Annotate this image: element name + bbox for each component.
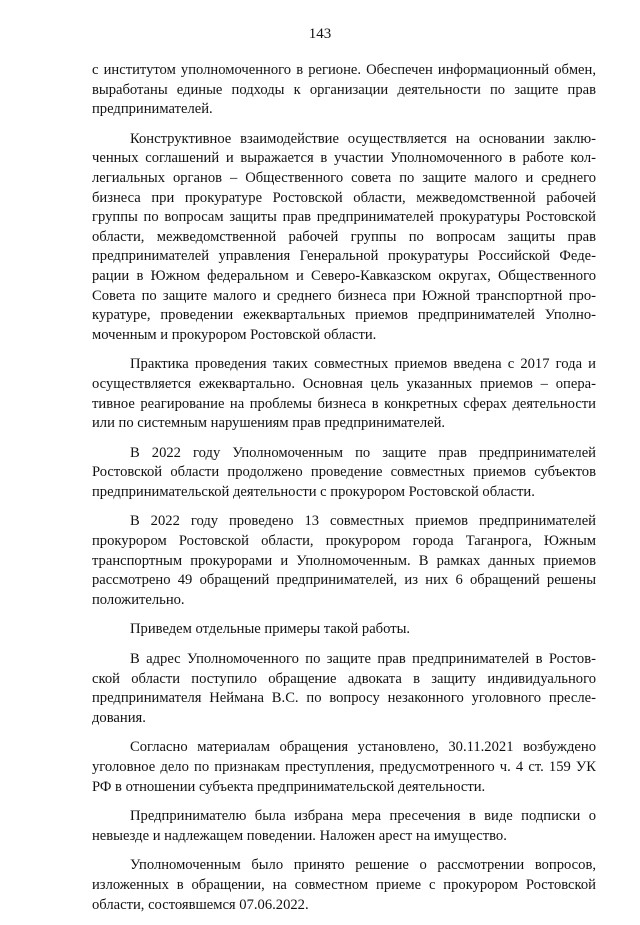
paragraph-joint-receptions-practice: Практика проведения таких совместных приемов введена с 2017 года и осуществляется ежеквартально. Основная цель указанных приемов – оперативное реагирование на проблемы бизнеса в конкретных сферах деятельности или по системным нарушениям прав предпринимателей. bbox=[92, 356, 596, 432]
paragraph-criminal-case: Согласно материалам обращения установлено, 30.11.2021 возбуждено уголовное дело по признакам преступления, предусмотренного ч. 4 ст. 159 УК РФ в отношении субъекта предпринимательской деятельности. bbox=[92, 739, 596, 795]
paragraph-appeal: В адрес Уполномоченного по защите прав предпринимателей в Ростовской области поступило обращение адвоката в защиту индивидуального предпринимателя Неймана В.С. по вопросу незаконного уголовного преследования. bbox=[92, 651, 596, 726]
page-number: 143 bbox=[308, 26, 332, 42]
paragraph-2022-statistics: В 2022 году проведено 13 совместных приемов предпринимателей прокурором Ростовской области, прокурором города Таганрога, Южным транспортным прокурорами и Уполномоченным. В рамках данных приемов рассмотрено 49 обращений предпринимателей, из них 6 обращений решены положительно. bbox=[92, 513, 596, 608]
paragraph-continuation: с институтом уполномоченного в регионе. Обеспечен информационный обмен, выработаны единые подходы к организации деятельности по защите прав предпринимателей. bbox=[92, 62, 596, 118]
paragraph-examples-intro: Приведем отдельные примеры такой работы. bbox=[130, 621, 411, 638]
paragraph-cooperation: Конструктивное взаимодействие осуществляется на основании заключенных соглашений и выражается в участии Уполномоченного в работе коллегиальных органов – Общественного совета по защите малого и среднего бизнеса при прокуратуре Ростовской области, межведомственной рабочей группы по вопросам защиты прав предпринимателей прокуратуры Ростовской области, межведомственной рабочей группы по вопросам защиты прав предпринимателей управления Генеральной прокуратуры Российской Федерации в Южном федеральном и Северо-Кавказском округах, Общественного Совета по защите малого и среднего бизнеса при Южной транспортной прокуратуре, проведении ежеквартальных приемов предпринимателей Уполномоченным и прокурором Ростовской области. bbox=[92, 130, 596, 343]
document-body bbox=[92, 61, 596, 925]
paragraph-2022-continuation: В 2022 году Уполномоченным по защите прав предпринимателей Ростовской области продолжено проведение совместных приемов субъектов предпринимательской деятельности с прокурором Ростовской области. bbox=[92, 444, 596, 500]
paragraph-decision: Уполномоченным было принято решение о рассмотрении вопросов, изложенных в обращении, на совместном приеме с прокурором Ростовской области, состоявшемся 07.06.2022. bbox=[92, 857, 596, 913]
paragraph-preventive-measure: Предпринимателю была избрана мера пресечения в виде подписки о невыезде и надлежащем поведении. Наложен арест на имущество. bbox=[92, 808, 596, 844]
